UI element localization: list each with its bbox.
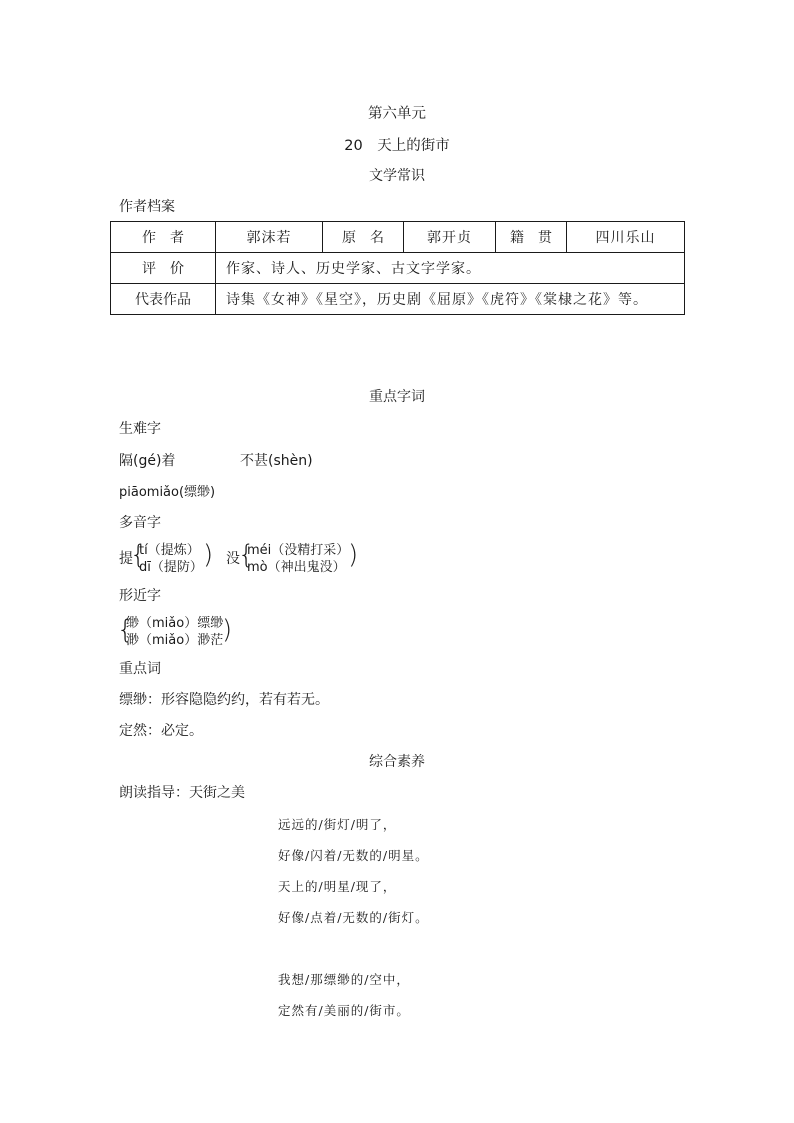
hard-char-item: 不甚(shèn) <box>240 453 313 469</box>
lesson-title: 20 天上的街市 <box>344 138 450 154</box>
author-label: 作 者 <box>111 222 216 253</box>
author-profile-table <box>110 221 685 315</box>
poem-line: 好像/点着/无数的/街灯。 <box>278 910 429 925</box>
hometown-value: 四川乐山 <box>567 222 685 253</box>
poem-line: 天上的/明星/现了， <box>278 879 397 894</box>
key-words-heading: 重点词 <box>119 661 161 677</box>
left-brace-icon: { <box>238 540 255 570</box>
key-word-item: 缥缈：形容隐隐约约，若有若无。 <box>119 692 329 708</box>
polyphonic-heading: 多音字 <box>119 515 161 531</box>
left-brace-icon: { <box>117 615 134 645</box>
works-value: 诗集《女神》《星空》，历史剧《屈原》《虎符》《棠棣之花》等。 <box>216 284 685 315</box>
works-label: 代表作品 <box>111 284 216 315</box>
original-name-label: 原 名 <box>323 222 404 253</box>
hard-char-item: piāomiǎo(缥缈) <box>119 485 216 500</box>
evaluation-value: 作家、诗人、历史学家、古文字学家。 <box>216 253 685 284</box>
polyphonic-char: 提 <box>119 551 133 567</box>
evaluation-label: 评 价 <box>111 253 216 284</box>
section-heading-words: 重点字词 <box>369 389 425 405</box>
polyphonic-reading: méi（没精打采） <box>247 543 350 558</box>
section-heading-literacy: 综合素养 <box>369 754 425 770</box>
left-brace-icon: { <box>130 540 147 570</box>
unit-title: 第六单元 <box>368 106 426 122</box>
hometown-label: 籍 贯 <box>496 222 567 253</box>
polyphonic-reading: mò（神出鬼没） <box>247 560 346 575</box>
similar-char-line: 缈（miǎo）缥缈 <box>126 616 224 631</box>
right-paren-icon: ) <box>222 615 233 645</box>
polyphonic-char: 没 <box>226 551 240 567</box>
author-profile-heading: 作者档案 <box>119 199 175 215</box>
similar-chars-heading: 形近字 <box>119 588 161 604</box>
reading-guide-heading: 朗读指导：天街之美 <box>119 785 245 801</box>
polyphonic-reading: tí（提炼） <box>139 543 200 558</box>
table-row <box>111 222 685 253</box>
poem-line: 远远的/街灯/明了， <box>278 817 397 832</box>
poem-line: 好像/闪着/无数的/明星。 <box>278 848 429 863</box>
right-paren-icon: ) <box>348 540 359 570</box>
similar-char-line: 渺（miǎo）渺茫 <box>126 633 224 648</box>
hard-char-item: 隔(gé)着 <box>119 453 176 469</box>
poem-line: 我想/那缥缈的/空中， <box>278 972 410 987</box>
section-heading-knowledge: 文学常识 <box>369 168 425 184</box>
hard-chars-heading: 生难字 <box>119 421 161 437</box>
key-word-item: 定然：必定。 <box>119 723 203 739</box>
original-name-value: 郭开贞 <box>404 222 496 253</box>
table-row <box>111 253 685 284</box>
table-row <box>111 284 685 315</box>
poem-line: 定然有/美丽的/街市。 <box>278 1003 410 1018</box>
author-value: 郭沫若 <box>216 222 323 253</box>
polyphonic-reading: dī（提防） <box>139 560 203 575</box>
right-paren-icon: ) <box>203 540 214 570</box>
